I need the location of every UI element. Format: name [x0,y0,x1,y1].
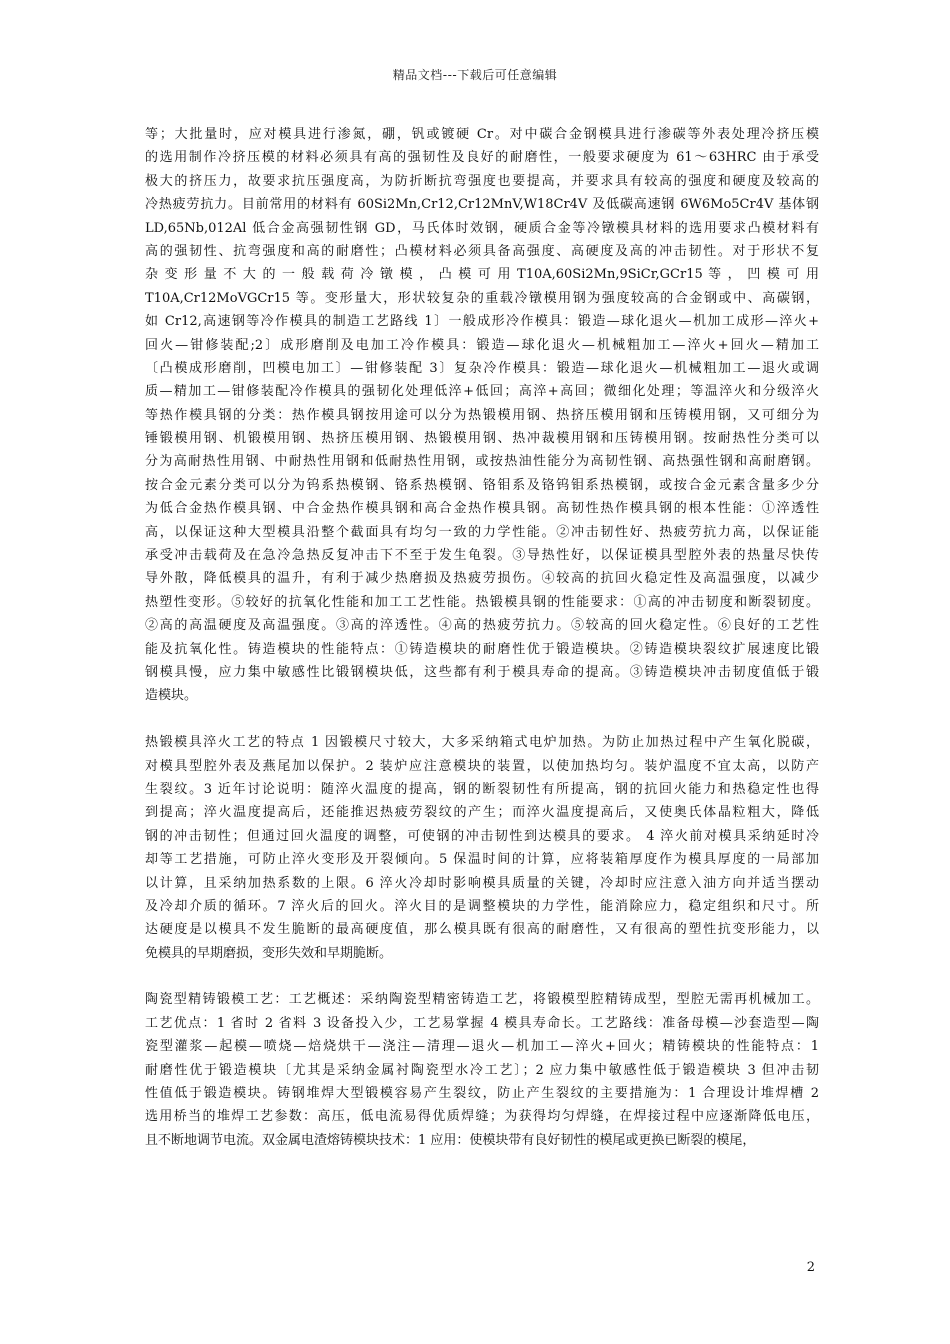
text-line: 性值低于锻造模块。铸钢堆焊大型锻模容易产生裂纹，防止产生裂纹的主要措施为：1 合理设计堆焊槽 2 [145,1086,819,1102]
text-line: 耐磨性优于锻造模块〔尤其是采纳金属衬陶瓷型水冷工艺〕；2 应力集中敏感性低于锻造模块 3 但冲击韧 [145,1062,819,1078]
text-line: 冷热疲劳抗力。目前常用的材料有 60Si2Mn,Cr12,Cr12MnV,W18Cr4V 及低碳高速钢 6W6Mo5Cr4V 基体钢 [145,197,819,213]
text-line: 如 Cr12,高速钢等冷作模具的制造工艺路线 1〕一般成形冷作模具：锻造—球化退火—机加工成形—淬火+ [145,314,819,330]
page-header: 精品文档---下载后可任意编辑 [392,68,558,82]
text-line: 瓷型灌浆—起模—喷烧—焙烧烘干—浇注—清理—退火—机加工—淬火+回火；精铸模块的性能特点：1 [145,1039,819,1055]
text-line: 选用桥当的堆焊工艺参数：高压，低电流易得优质焊缝；为获得均匀焊缝，在焊接过程中应逐渐降低电压， [145,1109,819,1125]
text-line: 能及抗氧化性。铸造模块的性能特点：①铸造模块的耐磨性优于锻造模块。②铸造模块裂纹扩展速度比锻 [145,641,819,657]
text-line: 钢模具慢，应力集中敏感性比锻钢模块低，这些都有利于模具寿命的提高。③铸造模块冲击韧度值低于锻 [145,664,819,680]
paragraph-3 [145,988,819,1152]
text-line: 为低合金热作模具钢、中合金热作模具钢和高合金热作模具钢。高韧性热作模具钢的根本性能：①淬透性 [145,501,819,517]
text-line: 分为高耐热性用钢、中耐热性用钢和低耐热性用钢，或按热油性能分为高韧性钢、高热强性钢和高耐磨钢。 [145,454,819,470]
text-line: LD,65Nb,012Al 低合金高强韧性钢 GD，马氏体时效钢，硬质合金等冷镦模具材料的选用要求凸模材料有 [145,220,819,236]
text-line: 锤锻模用钢、机锻模用钢、热挤压模用钢、热锻模用钢、热冲裁模用钢和压铸模用钢。按耐热性分类可以 [145,431,819,447]
text-line: 等热作模具钢的分类：热作模具钢按用途可以分为热锻模用钢、热挤压模用钢和压铸模用钢，又可细分为 [145,407,819,423]
text-line: 对模具型腔外表及燕尾加以保护。2 装炉应注意模块的装置，以使加热均匀。装炉温度不宜太高，以防产 [145,758,819,774]
text-line: 到提高；淬火温度提高后，还能推迟热疲劳裂纹的产生；而淬火温度提高后，又使奥氏体晶粒粗大，降低 [145,805,819,821]
text-line: 热锻模具淬火工艺的特点 1 因锻模尺寸较大，大多采纳箱式电炉加热。为防止加热过程中产生氧化脱碳， [145,735,819,751]
text-line: ②高的高温硬度及高温强度。③高的淬透性。④高的热疲劳抗力。⑤较高的回火稳定性。⑥良好的工艺性 [145,618,819,634]
text-line: 且不断地调节电流。双金属电渣熔铸模块技术：1 应用：使模块带有良好韧性的模尾或更换已断裂的模尾， [145,1132,756,1148]
text-line: 却等工艺措施，可防止淬火变形及开裂倾向。5 保温时间的计算，应将装箱厚度作为模具厚度的一局部加 [145,852,819,868]
paragraph-gap [145,965,819,988]
text-line: 高，以保证这种大型模具沿整个截面具有均匀一致的力学性能。②冲击韧性好、热疲劳抗力高，以保证能 [145,524,819,540]
text-line: 及冷却介质的循环。7 淬火后的回火。淬火目的是调整模块的力学性，能消除应力，稳定组织和尺寸。所 [145,898,819,914]
text-line: 免模具的早期磨损，变形失效和早期脆断。 [145,945,393,961]
text-line: 钢的冲击韧性；但通过回火温度的调整，可使钢的冲击韧性到达模具的要求。 4 淬火前对模具采纳延时冷 [145,828,819,844]
text-line: 质—精加工—钳修装配冷作模具的强韧化处理低淬+低回；高淬+高回；微细化处理；等温淬火和分级淬火 [145,384,819,400]
text-line: 陶瓷型精铸锻模工艺：工艺概述：采纳陶瓷型精密铸造工艺，将锻模型腔精铸成型，型腔无需再机械加工。 [145,992,819,1008]
paragraph-1 [145,123,819,708]
text-line: 工艺优点：1 省时 2 省料 3 设备投入少，工艺易掌握 4 模具寿命长。工艺路线：准备母模—沙套造型—陶 [145,1015,819,1031]
text-line: 〔凸模成形磨削，凹模电加工〕—钳修装配 3〕复杂冷作模具：锻造—球化退火—机械粗加工—退火或调 [145,360,819,376]
text-line: 等；大批量时，应对模具进行渗氮，硼，钒或镀硬 Cr。对中碳合金钢模具进行渗碳等外表处理冷挤压模 [145,127,819,142]
text-line: 达硬度是以模具不发生脆断的最高硬度值，那么模具既有很高的耐磨性，又有很高的塑性抗变形能力，以 [145,922,819,938]
text-line: 极大的挤压力，故要求抗压强度高，为防折断抗弯强度也要提高，并要求具有较高的强度和硬度及较高的 [145,173,819,189]
text-line: 高的强韧性、抗弯强度和高的耐磨性；凸模材料必须具备高强度、高硬度及高的冲击韧性。对于形状不复 [145,243,819,259]
text-line: 导外散，降低模具的温升，有利于减少热磨损及热疲劳损伤。④较高的抗回火稳定性及高温强度，以减少 [145,571,819,587]
text-line: 按合金元素分类可以分为钨系热模钢、铬系热模钢、铬钼系及铬钨钼系热模钢，或按合金元素含量多少分 [145,477,819,493]
paragraph-2 [145,731,819,965]
text-line: 杂 变 形 量 不 大 的 一 般 载 荷 冷 镦 模 ， 凸 模 可 用 T10A,60Si2Mn,9SiCr,GCr15 等 ， 凹 模 可 用 [145,267,819,283]
page-number: 2 [806,1260,815,1275]
text-line: 热塑性变形。⑤较好的抗氧化性能和加工工艺性能。热锻模具钢的性能要求：①高的冲击韧度和断裂韧度。 [145,594,819,610]
text-line: 生裂纹。3 近年讨论说明：随淬火温度的提高，钢的断裂韧性有所提高，钢的抗回火能力和热稳定性也得 [145,781,819,797]
text-line: 以计算，且采纳加热系数的上限。6 淬火冷却时影响模具质量的关键，冷却时应注意入油方向并适当摆动 [145,875,819,891]
text-line: 回火—钳修装配;2〕成形磨削及电加工冷作模具：锻造—球化退火—机械粗加工—淬火+回火—精加工 [145,337,819,353]
text-line: 承受冲击载荷及在急冷急热反复冲击下不至于发生龟裂。③导热性好，以保证模具型腔外表的热量尽快传 [145,548,819,564]
text-line: 的选用制作冷挤压模的材料必须具有高的强韧性及良好的耐磨性，一般要求硬度为 61～63HRC 由于承受 [145,150,819,166]
document-body [145,123,819,1152]
text-line: 造模块。 [145,688,198,704]
paragraph-gap [145,708,819,731]
text-line: T10A,Cr12MoVGCr15 等。变形量大，形状较复杂的重载冷镦模用钢为强度较高的合金钢或中、高碳钢， [145,290,819,306]
